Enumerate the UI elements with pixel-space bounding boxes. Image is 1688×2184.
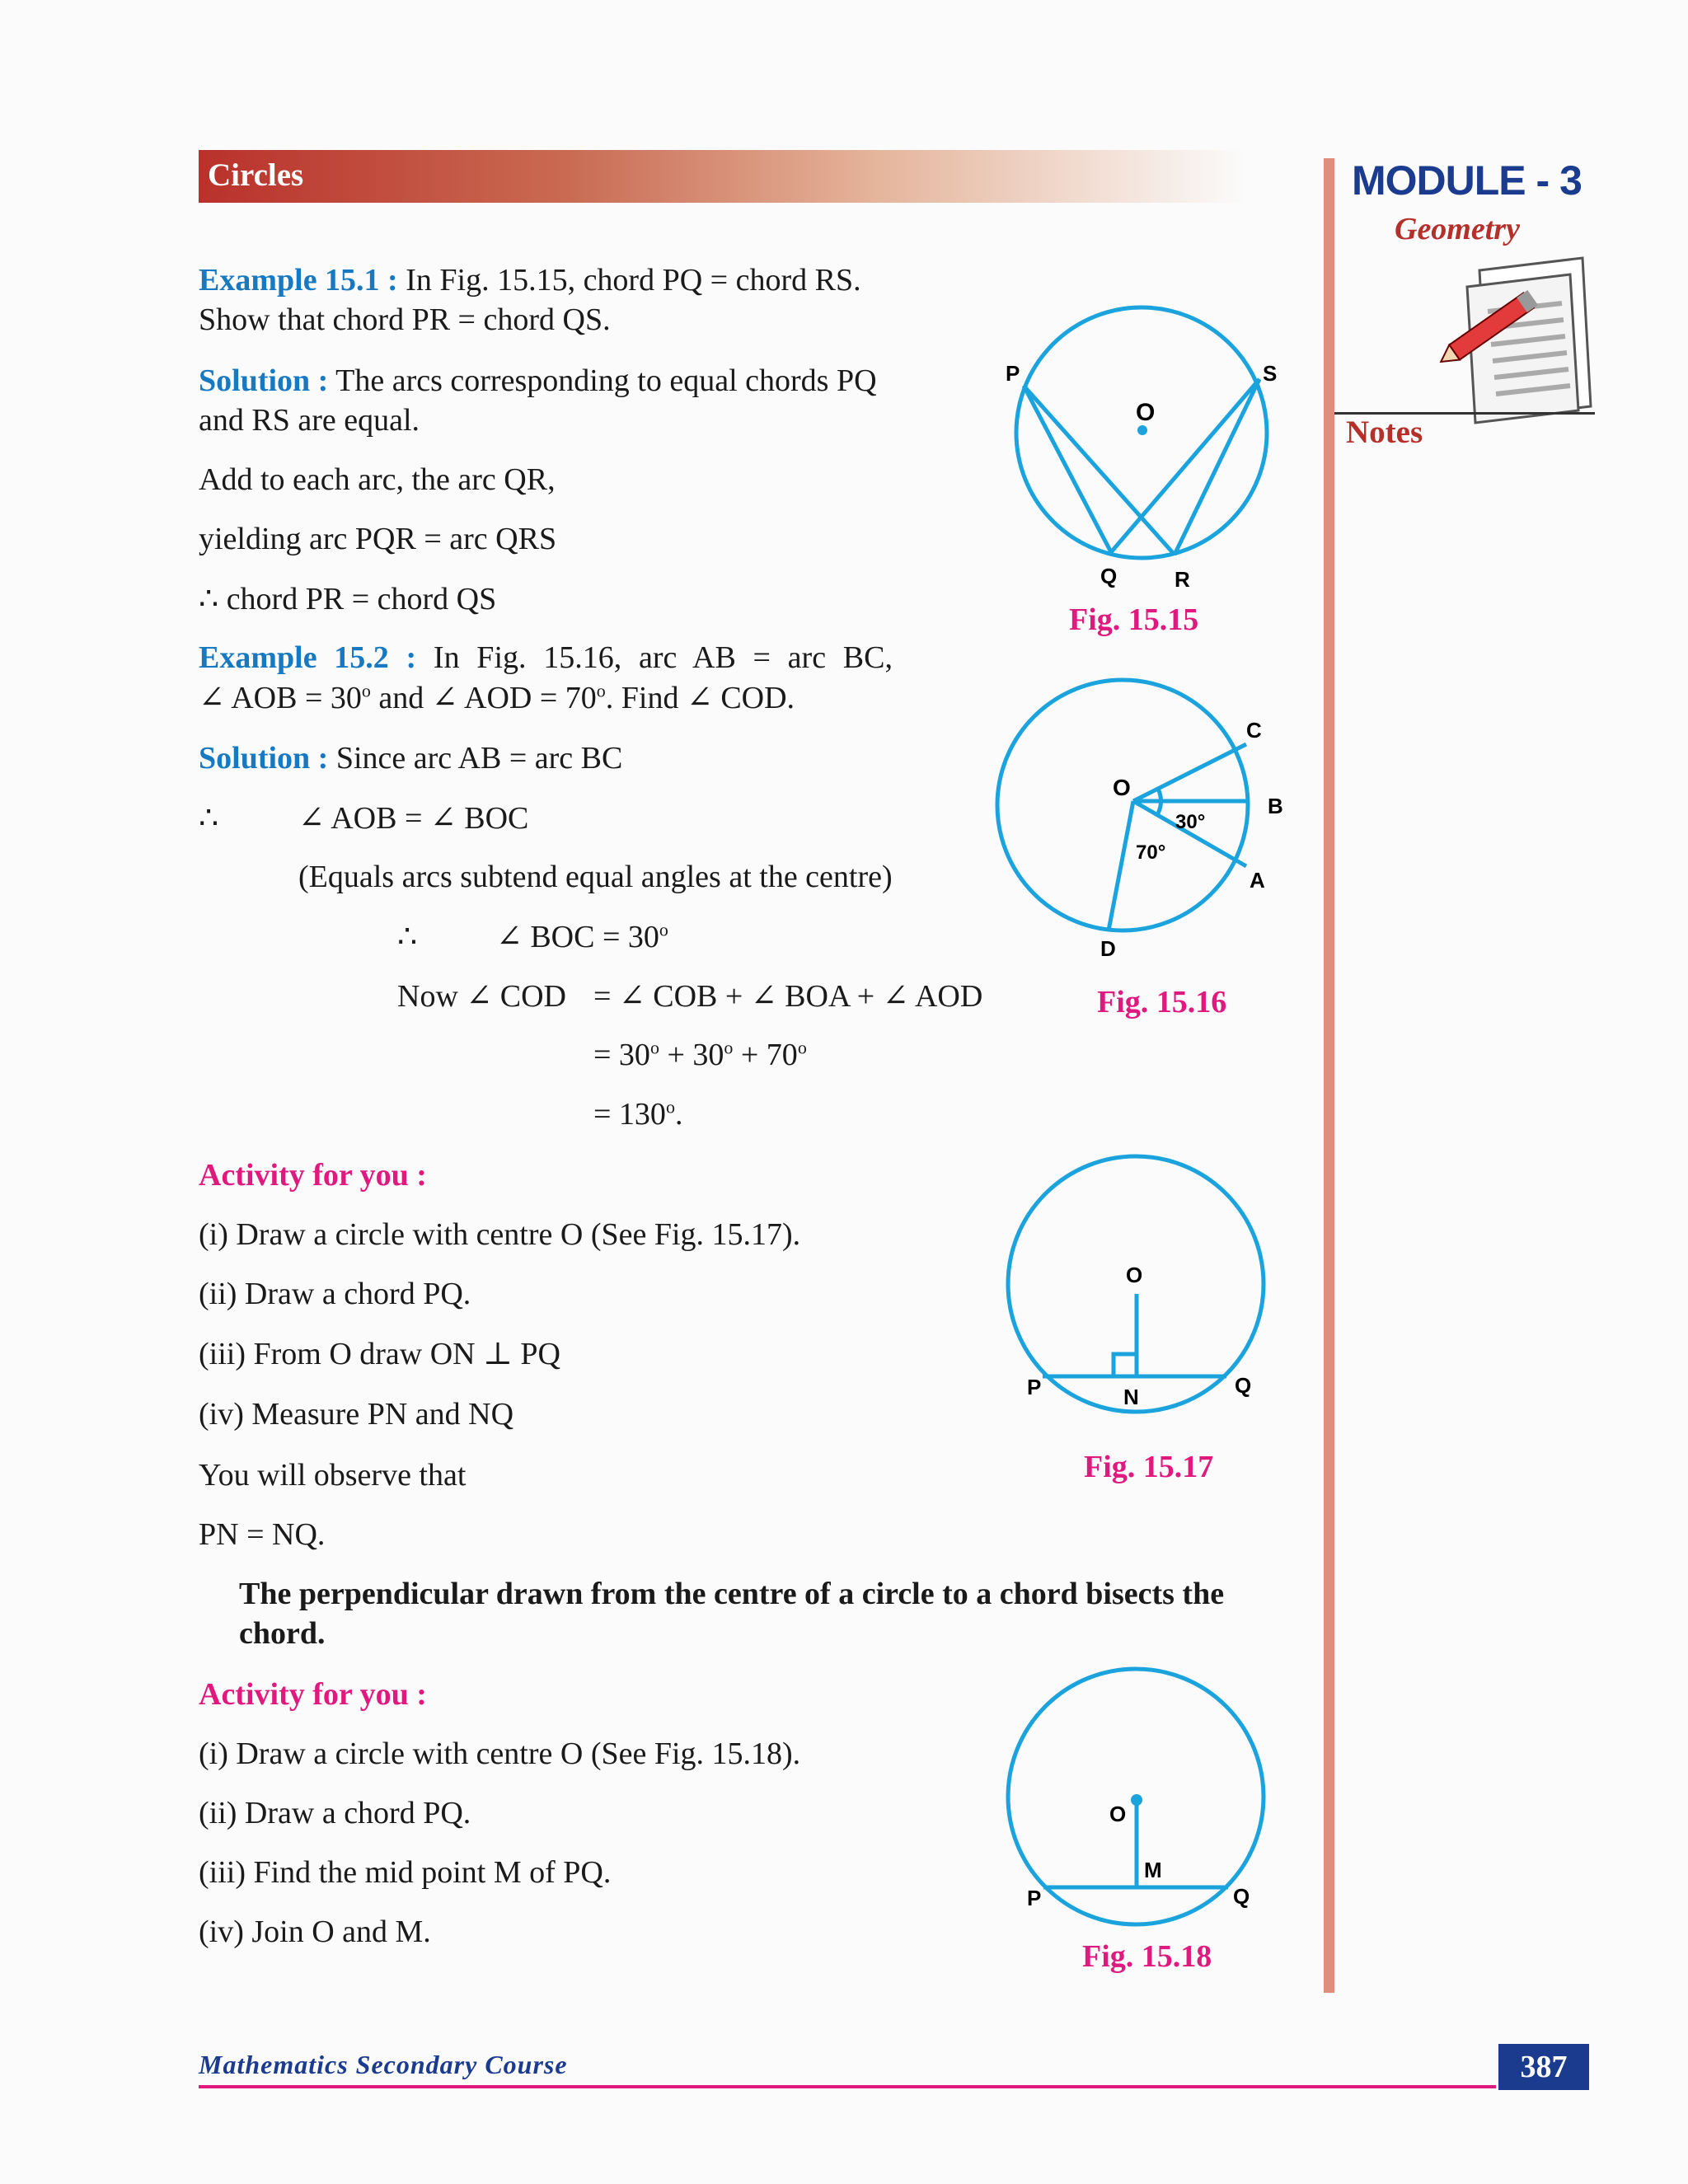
point-label: N bbox=[1123, 1385, 1139, 1409]
solution-text-line bbox=[496, 918, 668, 955]
chapter-header-bar bbox=[199, 150, 1245, 203]
activity-step: (ii) Draw a chord PQ. bbox=[199, 1796, 471, 1830]
angle-text: ∠ AOB = 30 bbox=[199, 681, 362, 715]
solution-text: chord PR = chord QS bbox=[226, 582, 497, 616]
solution-text-line: and RS are equal. bbox=[199, 403, 420, 438]
chapter-title: Circles bbox=[208, 157, 304, 193]
point-label: P bbox=[1006, 361, 1020, 386]
equation-line bbox=[593, 1037, 807, 1073]
point-label: C bbox=[1246, 718, 1262, 743]
activity-heading: Activity for you : bbox=[199, 1677, 427, 1712]
figure-15-17 bbox=[989, 1154, 1302, 1434]
point-label: P bbox=[1027, 1886, 1042, 1910]
solution-label: Solution : bbox=[199, 741, 329, 776]
theorem-text: The perpendicular drawn from the centre of a circle to a chord bisects the bbox=[239, 1577, 1225, 1611]
example-text-line: Show that chord PR = chord QS. bbox=[199, 302, 611, 337]
solution-text-line: ∠ AOB = ∠ BOC bbox=[298, 801, 529, 836]
degree-sign: o bbox=[596, 680, 606, 701]
figure-caption: Fig. 15.17 bbox=[1084, 1450, 1214, 1484]
point-label: D bbox=[1100, 936, 1116, 961]
therefore-symbol: ∴ bbox=[199, 801, 219, 836]
degree-sign: o bbox=[665, 1096, 675, 1118]
angle-text: . Find ∠ COD. bbox=[605, 681, 795, 715]
point-label: R bbox=[1175, 567, 1190, 592]
module-title: MODULE - 3 bbox=[1352, 157, 1582, 204]
point-label: A bbox=[1250, 868, 1265, 893]
activity-step: (iii) Find the mid point M of PQ. bbox=[199, 1855, 612, 1890]
notes-pencil-icon bbox=[1430, 254, 1595, 427]
theorem-text: chord. bbox=[239, 1616, 326, 1651]
eq-term: + 70 bbox=[733, 1038, 798, 1072]
point-label: B bbox=[1268, 794, 1283, 818]
solution-text-line: (Equals arcs subtend equal angles at the centre) bbox=[298, 860, 893, 894]
example-text: In Fig. 15.16, arc AB = arc BC, bbox=[433, 640, 893, 675]
figure-caption: Fig. 15.15 bbox=[1069, 602, 1199, 637]
circle-outline bbox=[997, 680, 1248, 930]
point-label: Q bbox=[1100, 564, 1118, 588]
activity-step: (ii) Draw a chord PQ. bbox=[199, 1277, 471, 1311]
example-text: In Fig. 15.15, chord PQ = chord RS. bbox=[406, 263, 861, 298]
point-label: Q bbox=[1235, 1373, 1252, 1398]
degree-sign: o bbox=[361, 680, 371, 701]
eq-term: + 30 bbox=[659, 1038, 724, 1072]
chord-rs bbox=[1175, 379, 1259, 555]
module-subject: Geometry bbox=[1395, 212, 1520, 246]
eq-term: = 130 bbox=[593, 1097, 666, 1132]
eq-term: . bbox=[674, 1097, 683, 1132]
footer-course: Mathematics Secondary Course bbox=[199, 2050, 568, 2079]
activity-step: (iv) Join O and M. bbox=[199, 1915, 431, 1949]
degree-sign: o bbox=[724, 1037, 734, 1058]
point-label: S bbox=[1263, 361, 1278, 386]
solution-text: Since arc AB = arc BC bbox=[335, 741, 623, 776]
example-15-2 bbox=[199, 640, 893, 676]
chord-qs bbox=[1111, 379, 1259, 552]
point-label: O bbox=[1126, 1263, 1143, 1287]
angle-label: 30° bbox=[1175, 811, 1206, 833]
example-label: Example 15.2 : bbox=[199, 640, 417, 675]
angle-text: ∠ BOC = 30 bbox=[496, 920, 659, 954]
centre-dot bbox=[1137, 425, 1147, 435]
equation-line: = ∠ COB + ∠ BOA + ∠ AOD bbox=[593, 979, 983, 1014]
radius-od bbox=[1109, 801, 1133, 930]
figure-caption: Fig. 15.16 bbox=[1097, 985, 1227, 1019]
equation-label: Now ∠ COD bbox=[397, 979, 566, 1014]
point-label: O bbox=[1136, 399, 1156, 426]
point-label: P bbox=[1027, 1375, 1042, 1399]
therefore-symbol: ∴ bbox=[397, 920, 418, 954]
activity-step: (iii) From O draw ON ⊥ PQ bbox=[199, 1337, 560, 1371]
solution-text-line: yielding arc PQR = arc QRS bbox=[199, 522, 557, 556]
angle-label: 70° bbox=[1136, 841, 1166, 864]
equation-line bbox=[593, 1096, 682, 1132]
therefore-symbol: ∴ bbox=[199, 582, 219, 616]
point-label: M bbox=[1144, 1858, 1162, 1882]
solution-conclusion bbox=[199, 580, 496, 617]
example-15-1 bbox=[199, 262, 861, 298]
solution-text: The arcs corresponding to equal chords PQ bbox=[335, 363, 877, 398]
point-label: O bbox=[1109, 1802, 1127, 1826]
figure-caption: Fig. 15.18 bbox=[1082, 1939, 1212, 1974]
radius-oc bbox=[1133, 744, 1246, 801]
solution-label: Solution : bbox=[199, 363, 329, 398]
example-label: Example 15.1 : bbox=[199, 263, 398, 298]
page-number: 387 bbox=[1498, 2044, 1589, 2090]
right-angle-mark bbox=[1114, 1354, 1137, 1376]
observation-result: PN = NQ. bbox=[199, 1517, 326, 1552]
activity-heading: Activity for you : bbox=[199, 1158, 427, 1193]
activity-step: (i) Draw a circle with centre O (See Fig. 15.17). bbox=[199, 1217, 801, 1252]
point-label: O bbox=[1113, 775, 1131, 800]
figure-15-16 bbox=[989, 672, 1302, 968]
degree-sign: o bbox=[797, 1037, 807, 1058]
figure-15-18 bbox=[989, 1665, 1302, 1945]
solution-line bbox=[199, 363, 877, 399]
activity-step: (i) Draw a circle with centre O (See Fig. 15.18). bbox=[199, 1736, 801, 1771]
angle-text: and ∠ AOD = 70 bbox=[370, 681, 597, 715]
footer-rule bbox=[199, 2085, 1496, 2088]
solution-line bbox=[199, 740, 622, 776]
centre-dot bbox=[1131, 1794, 1142, 1806]
example-text-line bbox=[199, 679, 795, 716]
notes-label: Notes bbox=[1346, 415, 1423, 450]
point-label: Q bbox=[1233, 1884, 1250, 1909]
activity-step: (iv) Measure PN and NQ bbox=[199, 1397, 514, 1432]
observation-text: You will observe that bbox=[199, 1458, 467, 1493]
figure-15-15 bbox=[989, 288, 1302, 593]
degree-sign: o bbox=[659, 919, 668, 940]
margin-rule bbox=[1324, 158, 1334, 1993]
eq-term: = 30 bbox=[593, 1038, 650, 1072]
solution-text-line: Add to each arc, the arc QR, bbox=[199, 462, 556, 497]
degree-sign: o bbox=[649, 1037, 659, 1058]
